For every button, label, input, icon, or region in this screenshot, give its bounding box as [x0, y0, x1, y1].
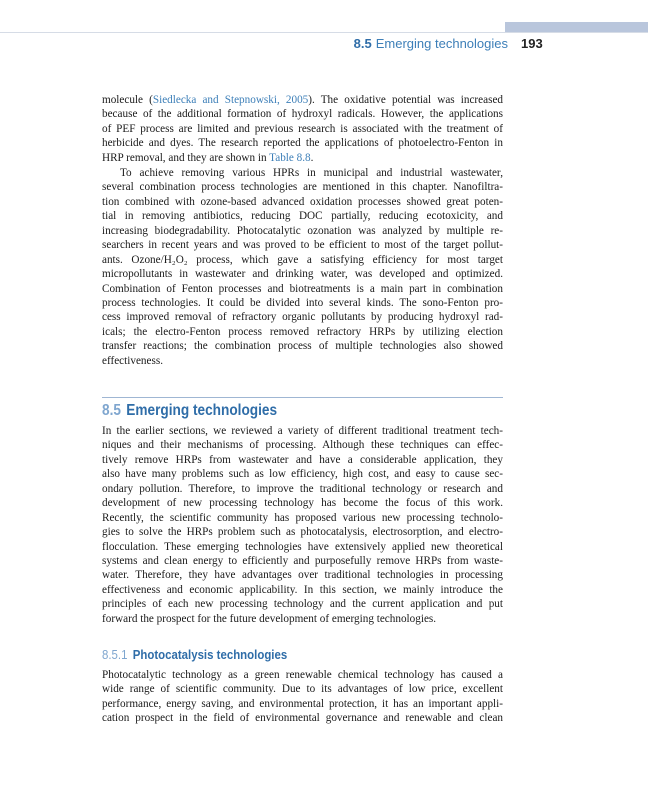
text-line [102, 136, 503, 150]
text-segment: molecule ( [102, 94, 153, 106]
text-line: several combination process technologies are mentioned in this chapter. Nanofiltra- [102, 181, 503, 194]
text-line: effectiveness. [102, 354, 163, 367]
text-line: forward the prospect for the future development of emerging technologies. [102, 612, 437, 625]
text-segment: . [310, 151, 314, 164]
section-title: Emerging technologies [126, 402, 278, 419]
text-line: principles of each new processing technology and the current application and put [102, 598, 503, 611]
paragraph-2 [102, 166, 503, 368]
subsection-heading [102, 646, 287, 663]
subsection-number: 8.5.1 [102, 647, 128, 662]
subsection-title: Photocatalysis technologies [132, 647, 288, 662]
text-line [102, 107, 503, 121]
text-line [102, 93, 503, 107]
text-segment: herbicide and dyes. The research reported the applications of photoelectro-Fenton in [102, 137, 503, 150]
text-line: To achieve removing various HPRs in municipal and industrial wastewater, [120, 167, 503, 179]
text-line: cess improved removal of refractory organic pollutants by producing hydroxyl rad- [102, 311, 503, 324]
page-number: 193 [521, 36, 543, 51]
text-line: Photocatalytic technology as a green renewable chemical technology has caused a [102, 669, 503, 681]
text-line: systems and clean energy to efficiently and purposefully remove HRPs from waste- [102, 554, 503, 567]
text-line: Combination of Fenton processes and biotreatments is a main part in combination [102, 282, 503, 295]
running-header-number: 8.5 [353, 36, 372, 51]
text-line: cation prospect in the field of environmental governance and renewable and clean [102, 712, 503, 725]
text-line: ants. Ozone/H₂O₂ process, which gave a satisfying efficiency for most target [102, 253, 503, 266]
text-segment: of PEF process are limited and previous research is associated with the treatment of [102, 122, 503, 135]
text-line: gies to solve the HRPs problem such as photocatalysis, electrosorption, and electro- [102, 526, 503, 539]
paragraph-4 [102, 668, 503, 726]
text-line [102, 122, 503, 136]
paragraph-1 [102, 93, 503, 165]
running-header-title: Emerging technologies [375, 36, 508, 51]
text-line: micropollutants in wastewater and drinking water, was developed and optimized. [102, 268, 503, 281]
text-line: ondary pollution. Therefore, to improve the traditional technology or research and [102, 482, 503, 495]
citation-link[interactable]: Siedlecka and Stepnowski, 2005 [152, 94, 309, 106]
text-line: development of new processing technology has become the focus of this work. [102, 497, 503, 510]
text-line: tial in removing antibiotics, reducing DOC partially, reducing ecotoxicity, and [102, 210, 503, 223]
header-rule [0, 32, 648, 33]
running-header [354, 36, 508, 51]
text-line: also have many problems such as low efficiency, high cost, and easy to cause sec- [102, 468, 503, 481]
text-line: increasing biodegradability. Photocatalytic ozonation was analyzed by multiple re- [102, 224, 503, 237]
text-segment: ). The oxidative potential was increased [308, 94, 504, 106]
text-line: transfer reactions; the combination process of multiple technologies also showed [102, 340, 503, 353]
text-line [102, 151, 503, 165]
citation-link[interactable]: Table 8.8 [269, 151, 311, 164]
text-line: icals; the electro-Fenton process removed refractory HRPs by utilizing election [102, 325, 503, 338]
text-line: tively remove HRPs from wastewater and have a considerable application, they [102, 453, 503, 466]
header-accent-bar [505, 22, 648, 32]
text-segment: because of the additional formation of hydroxyl radicals. However, the applications [102, 108, 503, 121]
text-line: effectiveness and economic applicability. In this section, we mainly introduce the [102, 583, 503, 596]
text-line: Recently, the scientific community has proposed various new processing technolo- [102, 511, 503, 524]
text-line: In the earlier sections, we reviewed a variety of different traditional treatment tech- [102, 425, 503, 437]
text-line: performance, energy saving, and environmental protection, it has an important appli- [102, 697, 503, 710]
paragraph-3 [102, 424, 503, 626]
section-rule [102, 397, 503, 398]
text-line: flocculation. These emerging technologies have extensively applied new theoretical [102, 540, 503, 553]
text-line: niques and their mechanisms of processing. Although these techniques can effec- [102, 439, 503, 452]
text-line: searchers in recent years and was proved to be efficient to most of the target pollut- [102, 239, 503, 252]
text-line: tion combined with ozone-based advanced oxidation processes showed great poten- [102, 195, 503, 208]
section-heading [102, 401, 277, 421]
text-line: process technologies. It could be divided into several kinds. The sono-Fenton pro- [102, 296, 503, 309]
section-number: 8.5 [102, 402, 121, 419]
text-line: wide range of scientific community. Due to its advantages of low price, excellent [102, 683, 503, 696]
text-segment: HRP removal, and they are shown in [102, 151, 270, 164]
text-line: water. Therefore, they have advantages over traditional technologies in processing [102, 569, 503, 582]
